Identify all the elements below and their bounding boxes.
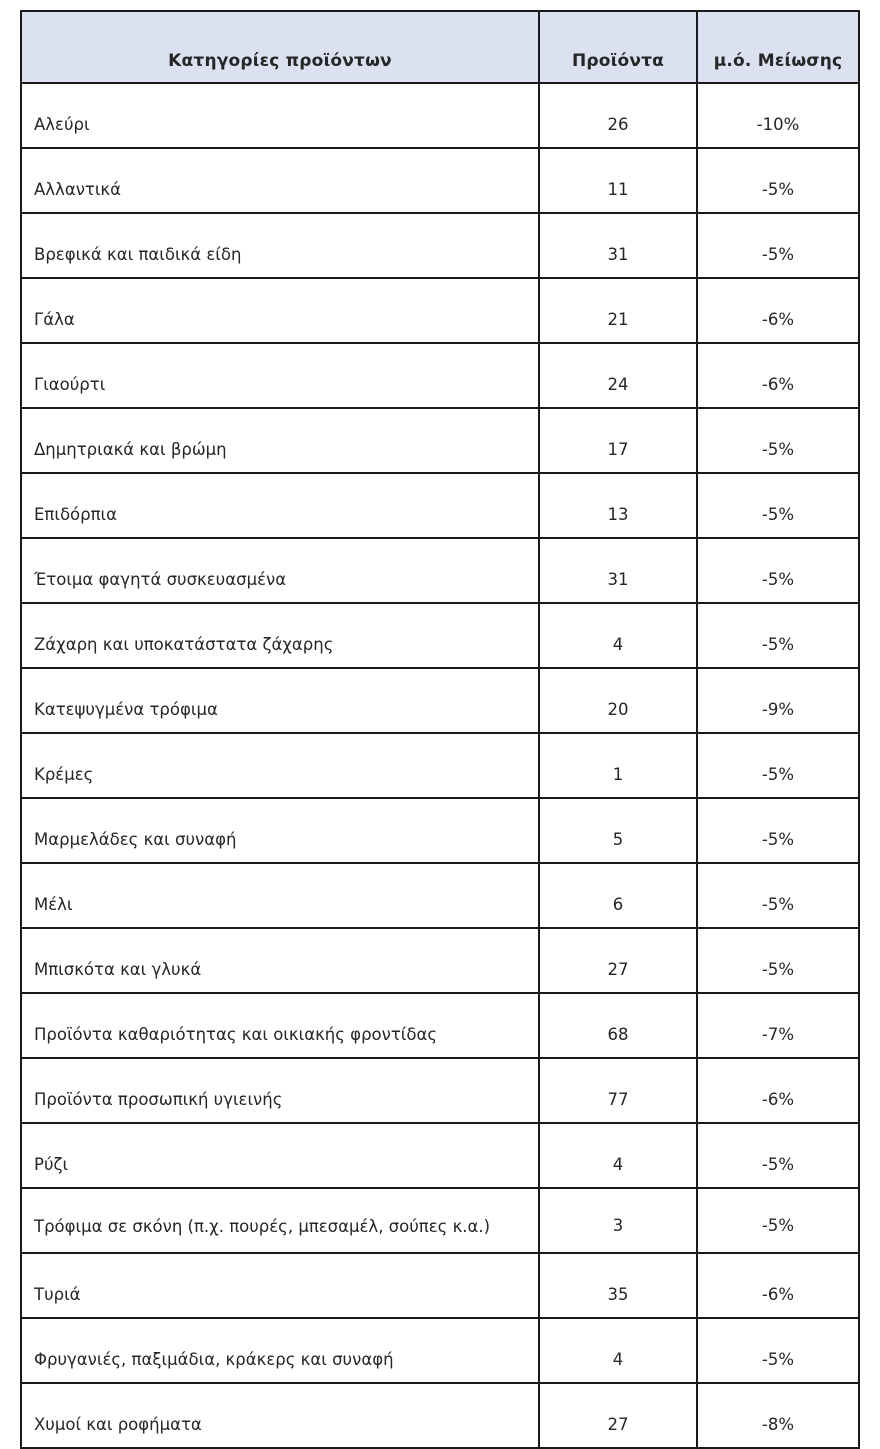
- table-row: [21, 83, 859, 148]
- cell-category: Βρεφικά και παιδικά είδη: [21, 213, 539, 278]
- column-header-change: μ.ό. Μείωσης: [697, 11, 859, 83]
- table-row: [21, 408, 859, 473]
- cell-category: Τρόφιμα σε σκόνη (π.χ. πουρές, μπεσαμέλ, σούπες κ.α.): [21, 1188, 539, 1253]
- cell-product-count: 4: [539, 1318, 697, 1383]
- cell-average-reduction: -10%: [697, 83, 859, 148]
- table-header: [21, 11, 859, 83]
- cell-product-count: 3: [539, 1188, 697, 1253]
- table-row: [21, 863, 859, 928]
- cell-average-reduction: -5%: [697, 408, 859, 473]
- table-row: [21, 343, 859, 408]
- cell-category: Αλλαντικά: [21, 148, 539, 213]
- cell-product-count: 6: [539, 863, 697, 928]
- cell-average-reduction: -5%: [697, 148, 859, 213]
- cell-average-reduction: -6%: [697, 343, 859, 408]
- product-categories-table: [20, 10, 860, 1449]
- cell-average-reduction: -8%: [697, 1383, 859, 1448]
- cell-category: Επιδόρπια: [21, 473, 539, 538]
- table-row: [21, 1123, 859, 1188]
- cell-product-count: 26: [539, 83, 697, 148]
- table-row: [21, 603, 859, 668]
- cell-category: Προϊόντα καθαριότητας και οικιακής φροντίδας: [21, 993, 539, 1058]
- cell-category: Κρέμες: [21, 733, 539, 798]
- table-row: [21, 798, 859, 863]
- table-row: [21, 1188, 859, 1253]
- cell-category: Μέλι: [21, 863, 539, 928]
- table-row: [21, 213, 859, 278]
- cell-product-count: 1: [539, 733, 697, 798]
- cell-category: Ζάχαρη και υποκατάστατα ζάχαρης: [21, 603, 539, 668]
- table-row: [21, 733, 859, 798]
- cell-category: Γάλα: [21, 278, 539, 343]
- cell-average-reduction: -5%: [697, 798, 859, 863]
- cell-average-reduction: -6%: [697, 1253, 859, 1318]
- table-header-row: [21, 11, 859, 83]
- table-row: [21, 1318, 859, 1383]
- cell-average-reduction: -5%: [697, 213, 859, 278]
- cell-category: Χυμοί και ροφήματα: [21, 1383, 539, 1448]
- cell-average-reduction: -5%: [697, 1123, 859, 1188]
- cell-category: Τυριά: [21, 1253, 539, 1318]
- cell-product-count: 77: [539, 1058, 697, 1123]
- cell-category: Μαρμελάδες και συναφή: [21, 798, 539, 863]
- table-row: [21, 1058, 859, 1123]
- table-row: [21, 538, 859, 603]
- cell-product-count: 13: [539, 473, 697, 538]
- cell-product-count: 4: [539, 603, 697, 668]
- cell-average-reduction: -6%: [697, 278, 859, 343]
- cell-product-count: 5: [539, 798, 697, 863]
- cell-category: Γιαούρτι: [21, 343, 539, 408]
- cell-product-count: 4: [539, 1123, 697, 1188]
- column-header-count: Προϊόντα: [539, 11, 697, 83]
- cell-category: Ρύζι: [21, 1123, 539, 1188]
- cell-product-count: 21: [539, 278, 697, 343]
- cell-category: Προϊόντα προσωπική υγιεινής: [21, 1058, 539, 1123]
- cell-average-reduction: -7%: [697, 993, 859, 1058]
- cell-product-count: 68: [539, 993, 697, 1058]
- table-body: [21, 83, 859, 1448]
- cell-average-reduction: -5%: [697, 928, 859, 993]
- cell-category: Μπισκότα και γλυκά: [21, 928, 539, 993]
- cell-average-reduction: -5%: [697, 733, 859, 798]
- cell-average-reduction: -5%: [697, 473, 859, 538]
- table-row: [21, 928, 859, 993]
- cell-product-count: 31: [539, 213, 697, 278]
- table-row: [21, 473, 859, 538]
- cell-average-reduction: -5%: [697, 1318, 859, 1383]
- cell-product-count: 17: [539, 408, 697, 473]
- cell-category: Φρυγανιές, παξιμάδια, κράκερς και συναφή: [21, 1318, 539, 1383]
- cell-category: Έτοιμα φαγητά συσκευασμένα: [21, 538, 539, 603]
- cell-category: Αλεύρι: [21, 83, 539, 148]
- cell-category: Κατεψυγμένα τρόφιμα: [21, 668, 539, 733]
- table-row: [21, 148, 859, 213]
- cell-product-count: 35: [539, 1253, 697, 1318]
- table-container: [20, 10, 858, 1449]
- table-row: [21, 668, 859, 733]
- cell-average-reduction: -5%: [697, 1188, 859, 1253]
- column-header-category: Κατηγορίες προϊόντων: [21, 11, 539, 83]
- table-row: [21, 1253, 859, 1318]
- cell-average-reduction: -6%: [697, 1058, 859, 1123]
- cell-average-reduction: -5%: [697, 863, 859, 928]
- cell-product-count: 27: [539, 928, 697, 993]
- table-row: [21, 278, 859, 343]
- cell-average-reduction: -5%: [697, 603, 859, 668]
- cell-average-reduction: -5%: [697, 538, 859, 603]
- cell-product-count: 27: [539, 1383, 697, 1448]
- cell-product-count: 24: [539, 343, 697, 408]
- cell-product-count: 31: [539, 538, 697, 603]
- cell-product-count: 20: [539, 668, 697, 733]
- cell-category: Δημητριακά και βρώμη: [21, 408, 539, 473]
- table-row: [21, 1383, 859, 1448]
- cell-average-reduction: -9%: [697, 668, 859, 733]
- cell-product-count: 11: [539, 148, 697, 213]
- table-row: [21, 993, 859, 1058]
